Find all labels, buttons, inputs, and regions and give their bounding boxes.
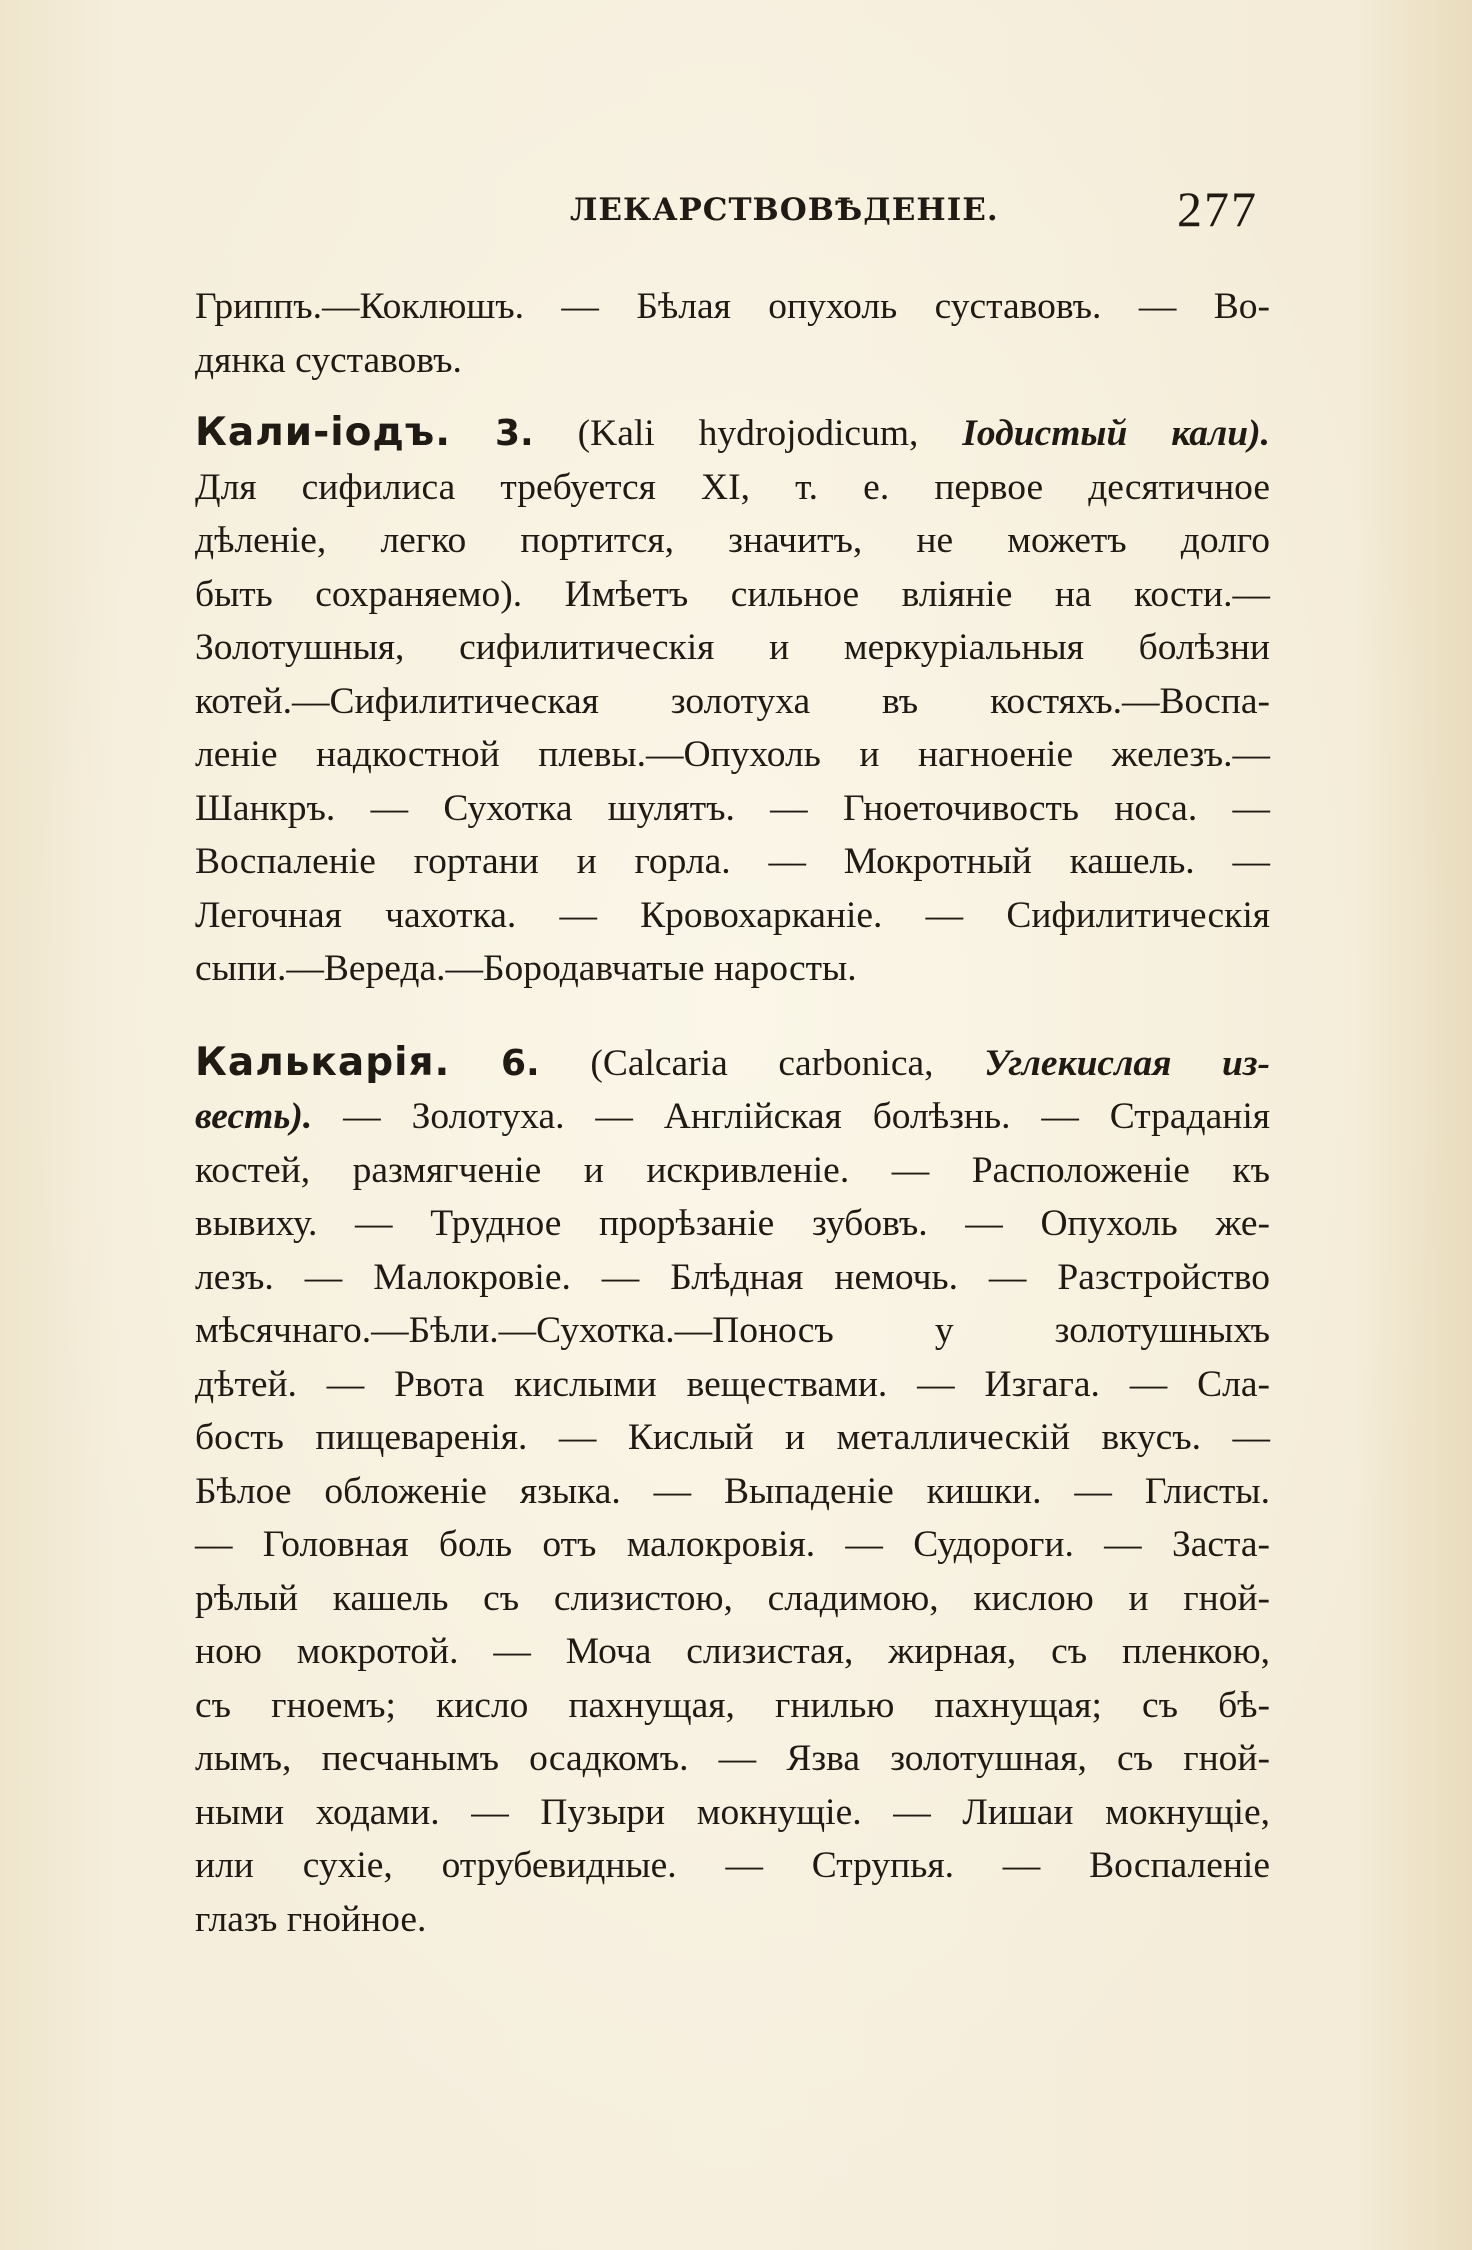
page-text bbox=[195, 280, 1270, 1946]
text-line: леніе надкостной плевы.—Опухоль и нагноеніе железъ.— bbox=[195, 734, 1270, 775]
text-line: мѣсячнаго.—Бѣли.—Сухотка.—Поносъ у золотушныхъ bbox=[195, 1310, 1270, 1351]
text-line: Золотушныя, сифилитическія и меркуріальныя болѣзни bbox=[195, 627, 1270, 668]
entry-latin-name: (Calcaria carbonica, bbox=[590, 1042, 934, 1084]
text-line: глазъ гнойное. bbox=[195, 1898, 427, 1940]
text-line: дѣленіе, легко портится, значитъ, не можетъ долго bbox=[195, 520, 1270, 561]
entry-heading-line bbox=[195, 1036, 1270, 1091]
entry-kali-iodum bbox=[195, 406, 1270, 996]
running-head bbox=[195, 180, 1270, 250]
text-line: бость пищеваренія. — Кислый и металлическій вкусъ. — bbox=[195, 1417, 1270, 1458]
text-line: котей.—Сифилитическая золотуха въ костяхъ.—Воспа- bbox=[195, 680, 1270, 722]
continuation-paragraph bbox=[195, 280, 1270, 387]
text-line: быть сохраняемо). Имѣетъ сильное вліяніе на кости.— bbox=[195, 573, 1270, 615]
text-line: костей, размягченіе и искривленіе. — Расположеніе къ bbox=[195, 1149, 1270, 1191]
text-line: дянка суставовъ. bbox=[195, 339, 462, 381]
entry-russian-name-cont: весть). bbox=[195, 1096, 313, 1137]
text-line: ными ходами. — Пузыри мокнущіе. — Лишаи мокнущіе, bbox=[195, 1791, 1270, 1833]
entry-number: 3. bbox=[494, 413, 534, 454]
text-line: съ гноемъ; кисло пахнущая, гнилью пахнущая; съ бѣ- bbox=[195, 1684, 1270, 1726]
text-line: лезъ. — Малокровіе. — Блѣдная немочь. — Разстройство bbox=[195, 1256, 1270, 1298]
text-line: или сухіе, отрубевидные. — Струпья. — Воспаленіе bbox=[195, 1845, 1270, 1886]
text-line: — Головная боль отъ малокровія. — Судороги. — Заста- bbox=[195, 1524, 1270, 1565]
entry-calcaria-carbonica bbox=[195, 1036, 1270, 1947]
entry-heading-line bbox=[195, 406, 1270, 461]
text-line: Гриппъ.—Коклюшъ. — Бѣлая опухоль суставовъ. — Во- bbox=[195, 286, 1270, 327]
entry-head-word: Кали-іодъ. bbox=[195, 410, 452, 455]
page-number: 277 bbox=[1177, 181, 1258, 237]
text-line: Легочная чахотка. — Кровохарканіе. — Сифилитическія bbox=[195, 894, 1270, 936]
text-line: вывиху. — Трудное прорѣзаніе зубовъ. — Опухоль же- bbox=[195, 1203, 1270, 1244]
text-line: Шанкръ. — Сухотка шулятъ. — Гноеточивость носа. — bbox=[195, 787, 1270, 829]
text-line: сыпи.—Вереда.—Бородавчатые наросты. bbox=[195, 948, 857, 989]
text-line: рѣлый кашель съ слизистою, сладимою, кислою и гной- bbox=[195, 1577, 1270, 1619]
entry-latin-name: (Kali hydrojodicum, bbox=[577, 413, 919, 454]
entry-head-word: Калькарія. bbox=[195, 1039, 451, 1085]
text-fragment: — Золотуха. — Англійская болѣзнь. — Страданія bbox=[312, 1096, 1270, 1137]
text-line: Бѣлое обложеніе языка. — Выпаденіе кишки. — Глисты. bbox=[195, 1470, 1270, 1512]
text-line: лымъ, песчанымъ осадкомъ. — Язва золотушная, съ гной- bbox=[195, 1738, 1270, 1779]
entry-russian-name: Углекислая из- bbox=[984, 1042, 1270, 1084]
running-title: ЛЕКАРСТВОВѢДЕНІЕ. bbox=[570, 192, 999, 228]
entry-number: 6. bbox=[500, 1042, 540, 1084]
text-line: Для сифилиса требуется XI, т. е. первое десятичное bbox=[195, 466, 1270, 508]
text-line: ною мокротой. — Моча слизистая, жирная, съ пленкою, bbox=[195, 1631, 1270, 1672]
entry-second-line bbox=[195, 1090, 1270, 1144]
text-line: дѣтей. — Рвота кислыми веществами. — Изгага. — Сла- bbox=[195, 1363, 1270, 1405]
entry-russian-name: Іодистый кали). bbox=[962, 413, 1270, 454]
text-line: Воспаленіе гортани и горла. — Мокротный кашель. — bbox=[195, 841, 1270, 882]
